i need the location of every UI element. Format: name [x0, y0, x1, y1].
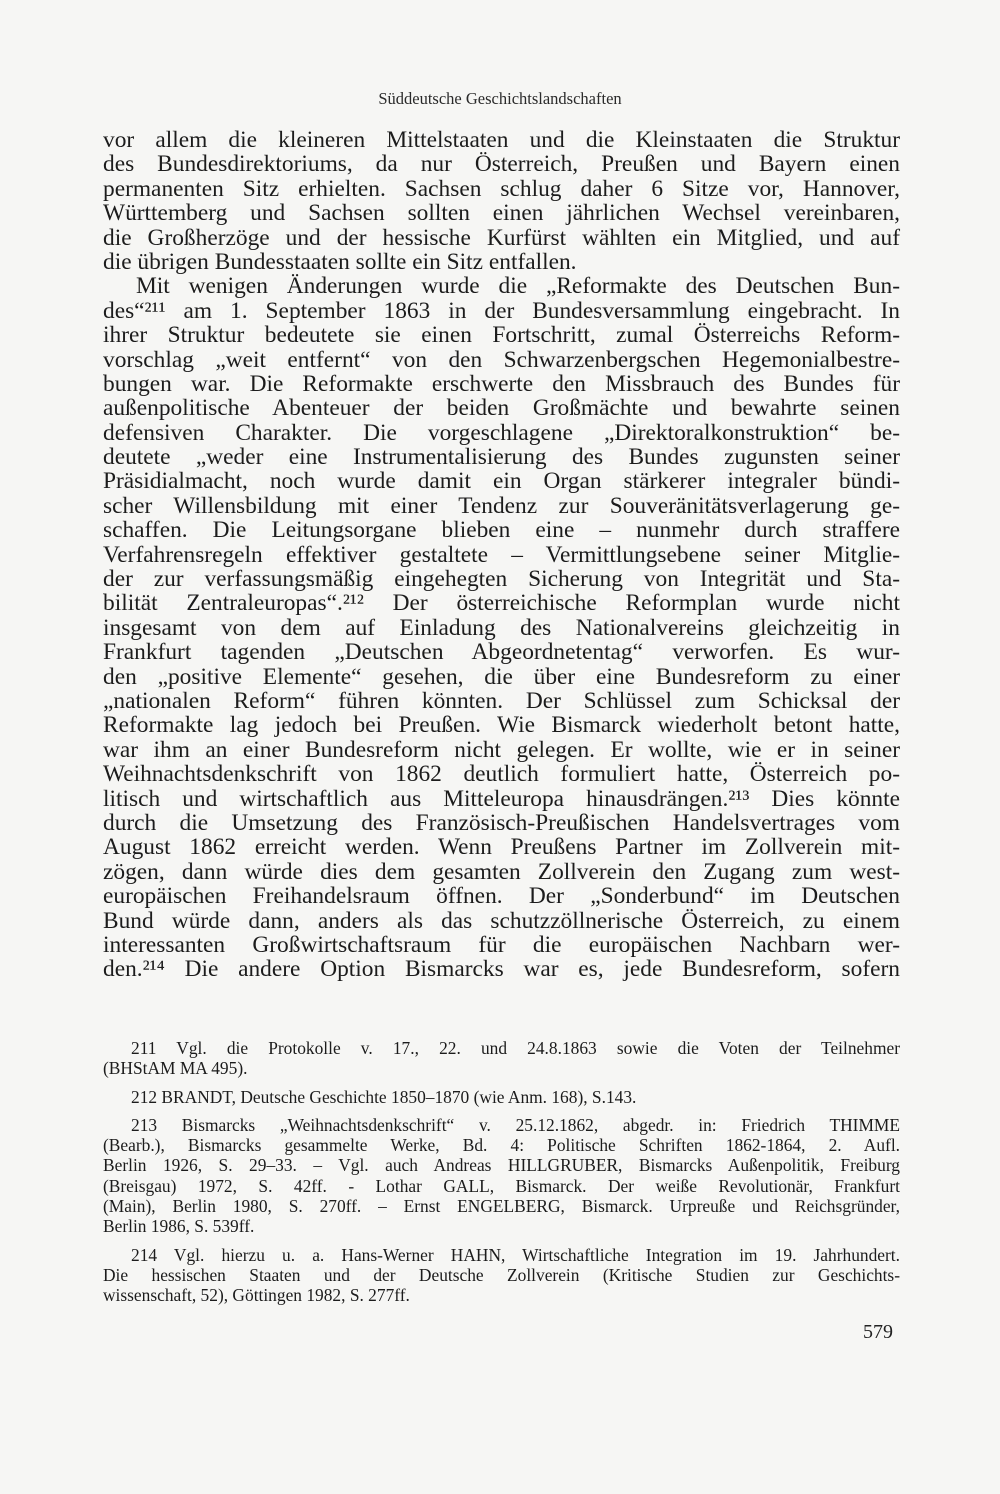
footnote-line: 214 Vgl. hierzu u. a. Hans-Werner HAHN, Wirtschaftliche Integration im 19. Jahrhundert. — [131, 1244, 900, 1265]
body-text — [103, 128, 900, 982]
body-line: Präsidialmacht, noch wurde damit ein Organ stärkerer integraler bündi- — [103, 468, 900, 495]
body-line: den „positive Elemente“ gesehen, die über eine Bundesreform zu einer — [103, 663, 900, 690]
footnote-213 — [103, 1115, 900, 1237]
footnote-line: 211 Vgl. die Protokolle v. 17., 22. und 24.8.1863 sowie die Voten der Teilnehmer — [131, 1038, 900, 1058]
body-line: schaffen. Die Leitungsorgane blieben eine – nunmehr durch straffere — [103, 517, 900, 544]
footnote-212 — [103, 1087, 900, 1107]
body-line: des Bundesdirektoriums, da nur Österreich, Preußen und Bayern einen — [103, 151, 900, 178]
body-line: war ihm an einer Bundesreform nicht gelegen. Er wollte, wie er in seiner — [103, 736, 900, 763]
body-line: August 1862 erreicht werden. Wenn Preußens Partner im Zollverein mit- — [103, 834, 900, 861]
body-line: europäischen Freihandelsraum öffnen. Der „Sonderbund“ im Deutschen — [103, 883, 900, 910]
body-line: Frankfurt tagenden „Deutschen Abgeordnetentag“ verworfen. Es wur- — [103, 639, 900, 666]
running-head: Süddeutsche Geschichtslandschaften — [378, 89, 622, 108]
body-line: durch die Umsetzung des Französisch-Preußischen Handelsvertrages vom — [103, 809, 900, 836]
body-line: vorschlag „weit entfernt“ von den Schwarzenbergschen Hegemonialbestre- — [103, 346, 900, 373]
body-line: Mit wenigen Änderungen wurde die „Reformakte des Deutschen Bun- — [136, 273, 900, 300]
body-line: scher Willensbildung mit einer Tendenz zur Souveränitätsverlagerung ge- — [103, 492, 900, 519]
body-line: interessanten Großwirtschaftsraum für die europäischen Nachbarn wer- — [103, 931, 900, 958]
body-line: der zur verfassungsmäßig eingehegten Sicherung von Integrität und Sta- — [103, 566, 900, 593]
body-line: insgesamt von dem auf Einladung des Nationalvereins gleichzeitig in — [103, 614, 900, 641]
footnote-line: (Bearb.), Bismarcks gesammelte Werke, Bd. 4: Politische Schriften 1862-1864, 2. Aufl. — [103, 1135, 900, 1156]
body-line: Bund würde dann, anders als das schutzzöllnerische Österreich, zu einem — [103, 907, 900, 934]
footnote-line: Die hessischen Staaten und der Deutsche Zollverein (Kritische Studien zur Geschichts- — [103, 1264, 900, 1285]
body-line: bilität Zentraleuropas“.²¹² Der österreichische Reformplan wurde nicht — [103, 590, 900, 617]
body-line: Weihnachtsdenkschrift von 1862 deutlich formuliert hatte, Österreich po- — [103, 761, 900, 788]
footnote-line: Berlin 1986, S. 539ff. — [103, 1216, 255, 1237]
footnote-214 — [103, 1245, 900, 1306]
footnote-line: wissenschaft, 52), Göttingen 1982, S. 277ff. — [103, 1285, 410, 1306]
body-line: vor allem die kleineren Mittelstaaten und die Kleinstaaten die Struktur — [103, 127, 900, 153]
body-line: Reformakte lag jedoch bei Preußen. Wie Bismarck wiederholt betont hatte, — [103, 712, 900, 739]
footnote-211 — [103, 1038, 900, 1079]
body-line: die Großherzöge und der hessische Kurfürst wählten ein Mitglied, und auf — [103, 224, 900, 251]
body-line: deutete „weder eine Instrumentalisierung des Bundes zugunsten seiner — [103, 444, 900, 471]
body-line: „nationalen Reform“ führen könnten. Der Schlüssel zum Schicksal der — [103, 687, 900, 714]
body-line: des“²¹¹ am 1. September 1863 in der Bundesversammlung eingebracht. In — [103, 297, 900, 324]
body-line: permanenten Sitz erhielten. Sachsen schlug daher 6 Sitze vor, Hannover, — [103, 175, 900, 202]
body-line: zögen, dann würde dies dem gesamten Zollverein den Zugang zum west- — [103, 858, 900, 885]
body-line: die übrigen Bundesstaaten sollte ein Sitz entfallen. — [103, 248, 577, 275]
footnote-line: (Main), Berlin 1980, S. 270ff. – Ernst ENGELBERG, Bismarck. Urpreuße und Reichsgründer, — [103, 1196, 900, 1217]
body-line: bungen war. Die Reformakte erschwerte den Missbrauch des Bundes für — [103, 370, 900, 397]
footnote-line: Berlin 1926, S. 29–33. – Vgl. auch Andreas HILLGRUBER, Bismarcks Außenpolitik, Freiburg — [103, 1155, 900, 1176]
footnote-line: (Breisgau) 1972, S. 42ff. - Lothar GALL, Bismarck. Der weiße Revolutionär, Frankfurt — [103, 1175, 900, 1196]
footnote-line: (BHStAM MA 495). — [103, 1058, 248, 1079]
body-line: defensiven Charakter. Die vorgeschlagene „Direktoralkonstruktion“ be- — [103, 419, 900, 446]
page-number: 579 — [863, 1321, 893, 1343]
footnote-line: 213 Bismarcks „Weihnachtsdenkschrift“ v. 25.12.1862, abgedr. in: Friedrich THIMME — [131, 1114, 900, 1135]
body-line: ihrer Struktur bedeutete sie einen Fortschritt, zumal Österreichs Reform- — [103, 322, 900, 349]
body-line: Württemberg und Sachsen sollten einen jährlichen Wechsel vereinbaren, — [103, 200, 900, 227]
body-line: Verfahrensregeln effektiver gestaltete – Vermittlungsebene seiner Mitglie- — [103, 541, 900, 568]
body-line: litisch und wirtschaftlich aus Mitteleuropa hinausdrängen.²¹³ Dies könnte — [103, 785, 900, 812]
body-line: den.²¹⁴ Die andere Option Bismarcks war es, jede Bundesreform, sofern — [103, 956, 900, 983]
footnotes — [103, 1038, 900, 1314]
body-line: außenpolitische Abenteuer der beiden Großmächte und bewahrte seinen — [103, 395, 900, 422]
footnote-line: 212 BRANDT, Deutsche Geschichte 1850–1870 (wie Anm. 168), S.143. — [131, 1086, 637, 1107]
